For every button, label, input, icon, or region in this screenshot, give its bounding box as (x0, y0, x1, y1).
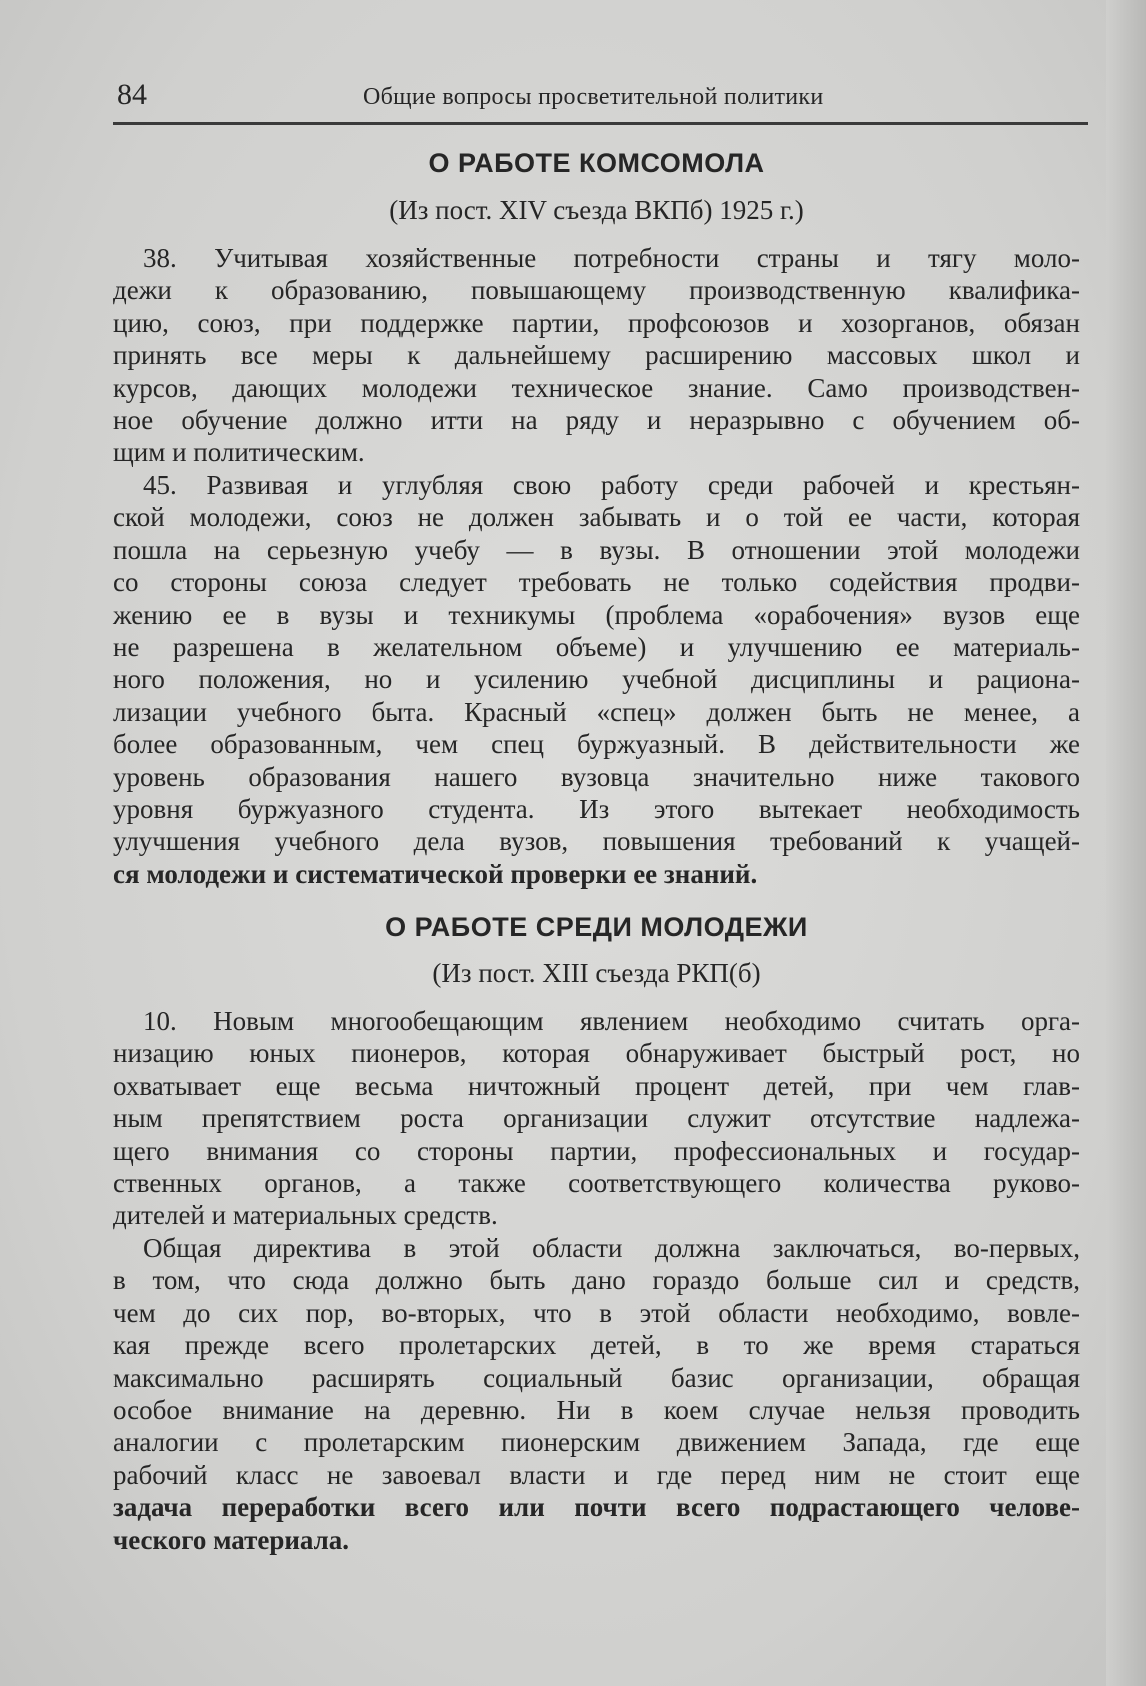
text-line: 38. Учитывая хозяйственные потребности страны и тягу моло- (143, 243, 1080, 273)
text-line: ное обучение должно итти на ряду и неразрывно с обучением об- (113, 404, 1080, 435)
text-line: 10. Новым многообещающим явлением необходимо считать орга- (143, 1006, 1080, 1036)
text-line: дителей и материальных средств. (113, 1200, 498, 1231)
text-line: цию, союз, при поддержке партии, профсоюзов и хозорганов, обязан (113, 307, 1080, 338)
text-line: максимально расширять социальный базис организации, обращая (113, 1362, 1080, 1393)
section2-subtitle: (Из пост. XIII съезда РКП(б) (432, 958, 761, 988)
text-line: ным препятствием роста организации служит отсутствие надлежа- (113, 1103, 1080, 1134)
text-line: в том, что сюда должно быть дано гораздо больше сил и средств, (113, 1265, 1080, 1296)
text-line: жению ее в вузы и техникумы (проблема «орабочения» вузов еще (113, 599, 1080, 630)
text-line: курсов, дающих молодежи техническое знание. Само производствен- (113, 372, 1080, 403)
header-rule (113, 122, 1088, 125)
text-line: принять все меры к дальнейшему расширению массовых школ и (113, 340, 1080, 371)
text-line: охватывает еще весьма ничтожный процент детей, при чем глав- (113, 1070, 1080, 1101)
section1-subtitle: (Из пост. XIV съезда ВКПб) 1925 г.) (389, 195, 804, 225)
text-line: более образованным, чем спец буржуазный. В действительности же (113, 729, 1080, 760)
text-line: дежи к образованию, повышающему производственную квалифика- (113, 275, 1080, 306)
page-header (113, 78, 1080, 112)
text-line: не разрешена в желательном объеме) и улучшению ее материаль- (113, 631, 1080, 662)
text-line: уровень образования нашего вузовца значительно ниже такового (113, 761, 1080, 792)
text-line: ся молодежи и систематической проверки ее знаний. (113, 858, 758, 889)
text-line: ственных органов, а также соответствующего количества руково- (113, 1167, 1080, 1198)
page-number: 84 (117, 78, 147, 111)
paragraph-38 (113, 242, 1080, 469)
paragraph-10 (113, 1005, 1080, 1232)
text-line: задача переработки всего или почти всего подрастающего челове- (113, 1492, 1080, 1523)
text-line: ного положения, но и усилению учебной дисциплины и рациона- (113, 664, 1080, 695)
text-line: ской молодежи, союз не должен забывать и о той ее части, которая (113, 502, 1080, 533)
text-line: со стороны союза следует требовать не только содействия продви- (113, 567, 1080, 598)
text-line: кая прежде всего пролетарских детей, в то же время стараться (113, 1330, 1080, 1361)
text-line: щего внимания со стороны партии, профессиональных и государ- (113, 1135, 1080, 1166)
text-line: пошла на серьезную учебу — в вузы. В отношении этой молодежи (113, 534, 1080, 565)
text-line: Общая директива в этой области должна заключаться, во-первых, (143, 1233, 1080, 1263)
text-line: низацию юных пионеров, которая обнаруживает быстрый рост, но (113, 1038, 1080, 1069)
paragraph-45 (113, 469, 1080, 890)
text-line: уровня буржуазного студента. Из этого вытекает необходимость (113, 793, 1080, 824)
section2-title: О РАБОТЕ СРЕДИ МОЛОДЕЖИ (385, 912, 808, 942)
text-line: лизации учебного быта. Красный «спец» должен быть не менее, а (113, 696, 1080, 727)
text-line: щим и политическим. (113, 437, 365, 468)
text-line: чем до сих пор, во-вторых, что в этой области необходимо, вовле- (113, 1297, 1080, 1328)
page-edge-shadow (1106, 0, 1146, 1686)
text-line: рабочий класс не завоевал власти и где перед ним не стоит еще (113, 1459, 1080, 1490)
text-line: ческого материала. (113, 1524, 350, 1555)
paragraph-general-directive (113, 1232, 1080, 1556)
text-line: 45. Развивая и углубляя свою работу среди рабочей и крестьян- (143, 470, 1080, 500)
text-line: особое внимание на деревню. Ни в коем случае нельзя проводить (113, 1394, 1080, 1425)
text-line: улучшения учебного дела вузов, повышения требований к учащей- (113, 826, 1080, 857)
text-line: аналогии с пролетарским пионерским движением Запада, где еще (113, 1427, 1080, 1458)
section1-title: О РАБОТЕ КОМСОМОЛА (428, 148, 765, 178)
running-title: Общие вопросы просветительной политики (363, 84, 824, 110)
